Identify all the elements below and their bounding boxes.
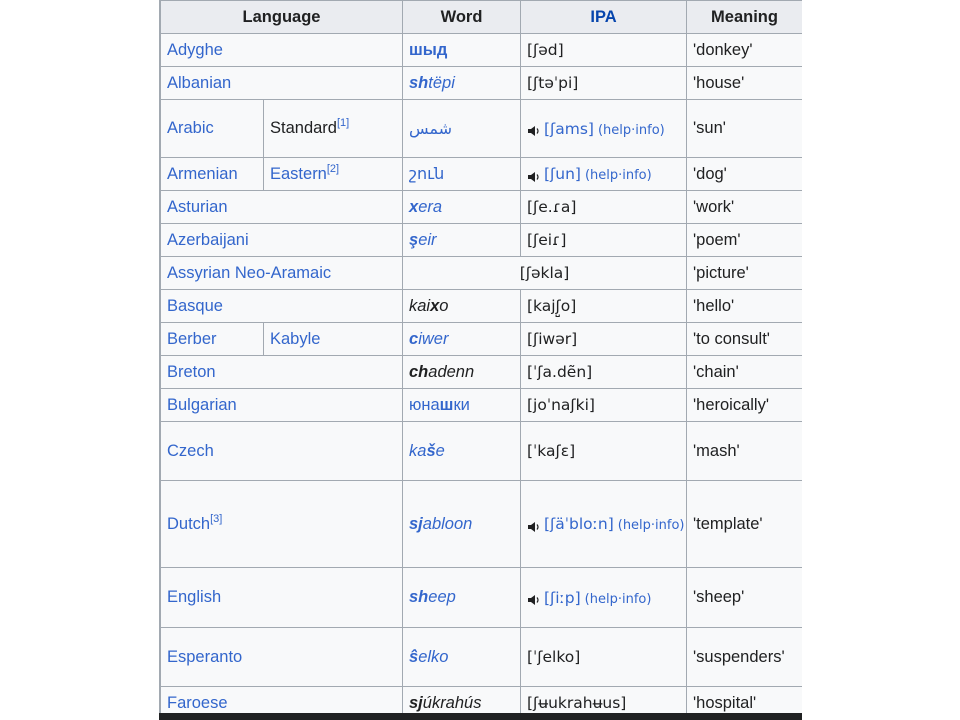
- header-language[interactable]: Language: [161, 1, 403, 34]
- ipa-cell: [ʃʉukrahʉus]: [521, 687, 687, 720]
- ipa-cell: [joˈnaʃki]: [521, 389, 687, 422]
- bottom-edge-bar: [159, 713, 802, 720]
- ipa-cell: [ˈʃa.dẽn]: [521, 356, 687, 389]
- word-text[interactable]: şeir: [409, 230, 437, 249]
- ipa-cell: [521, 158, 687, 191]
- help-info-link[interactable]: (help·info): [584, 168, 652, 183]
- speaker-icon[interactable]: [527, 592, 540, 604]
- ipa-audio-link[interactable]: [ʃams]: [544, 119, 594, 138]
- language-cell: [161, 158, 264, 191]
- language-cell: [161, 67, 403, 100]
- reference-link[interactable]: [1]: [336, 117, 350, 129]
- meaning-cell: 'hello': [687, 290, 803, 323]
- word-text[interactable]: юнашки: [409, 395, 470, 414]
- word-cell: [403, 628, 521, 687]
- word-text[interactable]: шыд: [409, 40, 448, 59]
- language-link[interactable]: Esperanto: [167, 647, 243, 666]
- language-link[interactable]: Berber: [167, 329, 217, 348]
- language-link[interactable]: Faroese: [167, 693, 228, 712]
- table-row: [161, 257, 803, 290]
- word-cell: [403, 191, 521, 224]
- meaning-cell: 'house': [687, 67, 803, 100]
- ipa-cell: [521, 568, 687, 628]
- table-row: [161, 356, 803, 389]
- language-cell: [161, 290, 403, 323]
- meaning-cell: 'chain': [687, 356, 803, 389]
- word-cell: [403, 34, 521, 67]
- language-cell: [161, 34, 403, 67]
- meaning-cell: 'template': [687, 481, 803, 568]
- word-cell: [403, 67, 521, 100]
- meaning-cell: 'work': [687, 191, 803, 224]
- help-info-link[interactable]: (help·info): [584, 591, 652, 607]
- ipa-cell: [ˈʃelko]: [521, 628, 687, 687]
- table-row: [161, 628, 803, 687]
- word-cell: [403, 290, 521, 323]
- language-cell: [161, 628, 403, 687]
- sh-sound-table: [160, 0, 802, 720]
- table-row: [161, 568, 803, 628]
- speaker-icon[interactable]: [527, 123, 540, 135]
- meaning-cell: 'suspenders': [687, 628, 803, 687]
- word-cell: [403, 224, 521, 257]
- meaning-cell: 'picture': [687, 257, 803, 290]
- language-link[interactable]: Czech: [167, 441, 214, 460]
- table-row: [161, 191, 803, 224]
- word-cell: [403, 389, 521, 422]
- meaning-cell: 'poem': [687, 224, 803, 257]
- language-cell: [161, 323, 264, 356]
- speaker-icon[interactable]: [527, 169, 540, 181]
- table-row: [161, 224, 803, 257]
- word-text: chadenn: [409, 362, 475, 381]
- word-text[interactable]: ciwer: [409, 329, 449, 348]
- header-ipa[interactable]: IPA: [521, 1, 687, 34]
- ipa-cell: [ʃəkla]: [403, 257, 687, 290]
- speaker-icon[interactable]: [527, 519, 540, 531]
- language-link[interactable]: Arabic: [167, 119, 214, 137]
- ipa-cell: [ʃiwər]: [521, 323, 687, 356]
- reference-link[interactable]: [3]: [210, 512, 223, 525]
- help-info-link[interactable]: (help·info): [617, 518, 685, 533]
- header-word[interactable]: Word: [403, 1, 521, 34]
- table-row: [161, 67, 803, 100]
- help-info-link[interactable]: (help·info): [597, 122, 665, 138]
- word-text[interactable]: շուն: [409, 164, 445, 183]
- language-link[interactable]: Assyrian Neo-Aramaic: [167, 263, 332, 282]
- language-cell: [161, 224, 403, 257]
- variety-cell: Eastern[2]: [264, 158, 403, 191]
- language-link[interactable]: Bulgarian: [167, 395, 237, 414]
- language-link[interactable]: Albanian: [167, 73, 232, 92]
- table-row: [161, 481, 803, 568]
- ipa-cell: [521, 481, 687, 568]
- word-text[interactable]: xera: [409, 197, 443, 216]
- language-cell: [161, 257, 403, 290]
- word-cell: [403, 356, 521, 389]
- table-row: [161, 34, 803, 67]
- language-link[interactable]: English: [167, 588, 222, 606]
- word-text[interactable]: sjabloon: [409, 514, 473, 533]
- meaning-cell: 'dog': [687, 158, 803, 191]
- ipa-cell: [ʃe.ɾa]: [521, 191, 687, 224]
- meaning-cell: 'sun': [687, 100, 803, 158]
- language-link[interactable]: Basque: [167, 296, 223, 315]
- meaning-cell: 'mash': [687, 422, 803, 481]
- language-cell: [161, 356, 403, 389]
- language-link[interactable]: Armenian: [167, 164, 238, 183]
- language-link[interactable]: Dutch: [167, 514, 211, 533]
- table-row: [161, 290, 803, 323]
- table-row: [161, 422, 803, 481]
- word-text[interactable]: شمس: [409, 118, 453, 138]
- ipa-cell: [ʃtəˈpi]: [521, 67, 687, 100]
- language-link[interactable]: Adyghe: [167, 40, 223, 59]
- meaning-cell: 'donkey': [687, 34, 803, 67]
- word-cell: [403, 481, 521, 568]
- ipa-audio-link[interactable]: [ʃiːp]: [544, 588, 581, 607]
- ipa-cell: [ʃeiɾ]: [521, 224, 687, 257]
- word-cell: [403, 323, 521, 356]
- variety-cell: Standard[1]: [264, 100, 403, 158]
- ipa-cell: [ʃəd]: [521, 34, 687, 67]
- ipa-cell: [kajʃ̺o]: [521, 290, 687, 323]
- language-cell: [161, 191, 403, 224]
- word-text[interactable]: shtëpi: [409, 73, 455, 92]
- ipa-audio-link[interactable]: [ʃun]: [544, 165, 581, 183]
- word-cell: [403, 100, 521, 158]
- table-row: [161, 100, 803, 158]
- meaning-cell: 'heroically': [687, 389, 803, 422]
- language-link[interactable]: Breton: [167, 362, 216, 381]
- word-cell: [403, 158, 521, 191]
- language-link[interactable]: Azerbaijani: [167, 230, 249, 249]
- language-cell: [161, 481, 403, 568]
- table-row: [161, 323, 803, 356]
- word-text: kaixo: [409, 296, 449, 315]
- ipa-audio-link[interactable]: [ʃäˈbloːn]: [544, 515, 614, 533]
- meaning-cell: 'sheep': [687, 568, 803, 628]
- word-text[interactable]: ŝelko: [409, 647, 449, 666]
- meaning-cell: 'hospital': [687, 687, 803, 720]
- word-text[interactable]: sheep: [409, 588, 456, 606]
- header-meaning[interactable]: Meaning: [687, 1, 803, 34]
- ipa-table-frame: [159, 0, 802, 720]
- language-cell: [161, 100, 264, 158]
- variety-cell: Kabyle: [264, 323, 403, 356]
- word-cell: [403, 422, 521, 481]
- meaning-cell: 'to consult': [687, 323, 803, 356]
- table-row: [161, 158, 803, 191]
- reference-link[interactable]: [2]: [326, 162, 340, 175]
- ipa-cell: [521, 100, 687, 158]
- language-cell: [161, 422, 403, 481]
- language-cell: [161, 389, 403, 422]
- word-text: sjúkrahús: [409, 693, 482, 712]
- table-header-row: [161, 1, 803, 34]
- language-link[interactable]: Asturian: [167, 197, 228, 216]
- ipa-cell: [ˈkaʃɛ]: [521, 422, 687, 481]
- language-cell: [161, 568, 403, 628]
- word-text[interactable]: kaše: [409, 441, 445, 460]
- table-row: [161, 389, 803, 422]
- word-cell: [403, 568, 521, 628]
